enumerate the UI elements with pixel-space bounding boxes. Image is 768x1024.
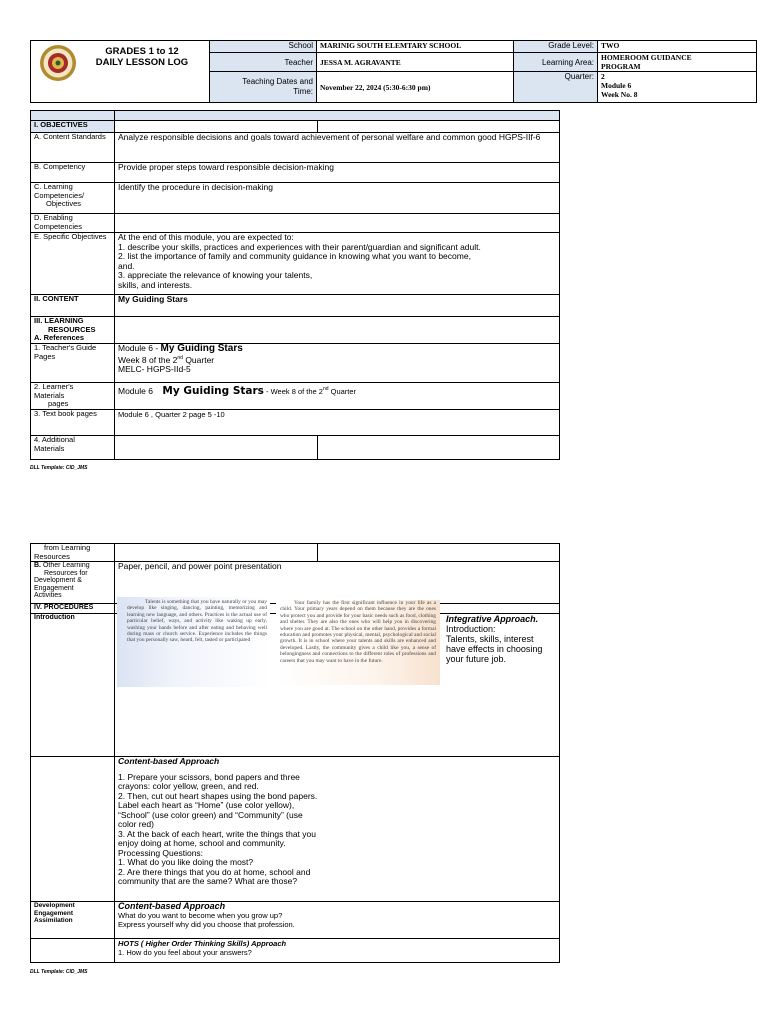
dates-label-1: Teaching Dates and (242, 77, 313, 86)
area-value (598, 53, 757, 72)
dev-label-1: Development (34, 902, 75, 909)
dev-label-3: Assimilation (34, 917, 73, 924)
lm-week-sup: nd (322, 386, 329, 392)
content-label: II. CONTENT (31, 295, 115, 317)
cba-line-10: 1. What do you like doing the most? (118, 857, 254, 867)
area-value-2: PROGRAM (601, 62, 641, 71)
lc-label-1: C. Learning Competencies/ (34, 182, 85, 200)
lm-label-2: Materials (34, 390, 65, 400)
area-label: Learning Area: (514, 53, 598, 72)
integrative-line-2: Talents, skills, interest (446, 634, 534, 644)
cba-line-11: 2. Are there things that you do at home, school and (118, 866, 311, 877)
specific-line-2: 1. describe your skills, practices and experiences with their parent/guardian and significant adult. (118, 241, 481, 252)
deped-seal-icon (39, 44, 77, 82)
am-label-1: 4. Additional (34, 435, 75, 444)
lr-label-1: III. LEARNING (34, 316, 84, 325)
tg-quarter: Quarter (182, 354, 215, 365)
lc-label (31, 183, 115, 214)
tg-module: Module 6 - (118, 343, 159, 353)
tg-melc: MELC- HGPS-IId-5 (118, 363, 191, 374)
tg-week: Week 8 of the 2 (118, 354, 178, 365)
other-label-5: Activities (34, 592, 62, 600)
dates-label (210, 72, 317, 103)
header-title-line2: DAILY LESSON LOG (95, 57, 189, 68)
quarter-label: Quarter: (514, 72, 598, 103)
grade-label: Grade Level: (514, 41, 598, 53)
procedures-heading: IV. PROCEDURES (31, 604, 115, 614)
cba-line-7: 3. At the back of each heart, write the things that you (118, 828, 316, 839)
from-lr-2: Resources (34, 551, 70, 561)
header-title-cell (31, 41, 210, 103)
learning-resources-label (31, 317, 115, 344)
dates-label-2: Time: (293, 87, 313, 96)
lm-value (115, 383, 560, 410)
other-label-3: Development & (34, 577, 82, 585)
objectives-heading: I. OBJECTIVES (31, 121, 115, 133)
lm-label-3: pages (48, 399, 69, 408)
competency-label: B. Competency (31, 163, 115, 183)
talents-image-text: Talents is something that you have naturally or you may develop like singing, dancing, painting, memorizing and learning new language, and others. Practices is the actual use of particular belief, ways, and activity like waking up early, washing your hands before and after eating and behaving well during mass or church service. Experience includes the things that you personally saw, heard, felt, tasted or participated (127, 599, 267, 644)
lc-value: Identify the procedure in decision-making (115, 183, 560, 214)
specific-line-6: skills, and interests. (118, 279, 193, 290)
lr-label-3: A. References (34, 333, 85, 342)
from-lr-1: from Learning (44, 543, 91, 552)
quarter-value-3: Week No. 8 (601, 90, 638, 99)
integrative-line-3: have effects in choosing (446, 644, 543, 654)
area-value-1: HOMEROOM GUIDANCE (601, 53, 692, 62)
tg-week-sup: nd (177, 354, 183, 361)
development-label (31, 902, 115, 939)
dev-title: Content-based Approach (118, 901, 226, 911)
other-resources-label (31, 562, 115, 604)
integrative-block (446, 614, 564, 664)
specific-line-4: and. (118, 260, 135, 271)
specific-line-1: At the end of this module, you are expected to: (118, 232, 294, 242)
am-label (31, 436, 115, 460)
specific-line-3: 2. list the importance of family and community guidance in knowing what you want to become, (118, 251, 471, 261)
cba-line-5: “School” (use color green) and “Community” (use (118, 809, 303, 820)
tb-label: 3. Text book pages (31, 410, 115, 436)
content-standards-value: Analyze responsible decisions and goals toward achievement of personal welfare and common good HGPS-IIf-6 (115, 133, 560, 163)
tb-value: Module 6 , Quarter 2 page 5 -10 (115, 410, 560, 436)
content-based-cell (115, 757, 560, 902)
specific-line-5: 3. appreciate the relevance of knowing your talents, (118, 270, 313, 280)
teacher-value: JESSA M. AGRAVANTE (317, 53, 514, 72)
other-resources-value: Paper, pencil, and power point presentation (115, 562, 560, 604)
cba-line-2: crayons: color yellow, green, and red. (118, 781, 259, 791)
cba-line-6: color red) (118, 819, 154, 829)
hots-cell (115, 939, 560, 963)
family-image-text: Your family has the first significant influence in your life as a child. Your primary years depend on them because they are the ones who protect you and provide for your basic needs such as food, clothing and shelter. They are also the ones who will help you in discovering where you are good at. The school on the other hand, provides a formal education and promotes your physical, mental, psychological and social growth. It is in school where your talents and skills are enhanced and developed. Lastly, the community gives a child like you, a sense of belongingness and connections to the different roles of professions and careers that you may want to have in the future. (280, 600, 436, 664)
other-label-1: Other Learning (41, 562, 90, 569)
lm-label (31, 383, 115, 410)
lm-label-1: 2. Learner's (34, 382, 74, 391)
tg-title: My Guiding Stars (160, 343, 243, 354)
cba-line-8: enjoy doing at home, school and community. (118, 838, 286, 848)
talents-text-image (117, 597, 270, 687)
school-value: MARINIG SOUTH ELEMTARY SCHOOL (317, 41, 514, 53)
dates-value: November 22, 2024 (5:30-6:30 pm) (317, 72, 514, 103)
grade-value: TWO (598, 41, 757, 53)
other-label-4: Engagement (34, 584, 74, 592)
am-label-2: Materials (34, 443, 65, 453)
quarter-value (598, 72, 757, 103)
integrative-line-1: Introduction: (446, 624, 496, 634)
introduction-label: Introduction (31, 614, 115, 757)
other-b: B. (34, 562, 41, 569)
lc-label-2: Objectives (46, 199, 82, 208)
cba-line-3: 2. Then, cut out heart shapes using the bond papers. (118, 790, 318, 801)
school-label: School (210, 41, 317, 53)
dev-line-1: What do you want to become when you grow up? (118, 911, 283, 920)
hots-title: HOTS ( Higher Order Thinking Skills) Approach (118, 939, 287, 948)
lm-module: Module 6 (118, 385, 153, 396)
cba-title: Content-based Approach (118, 756, 220, 766)
cba-line-12: community that are the same? What are those? (118, 876, 298, 886)
footer-page2: DLL Template: CID_JMS (30, 969, 88, 975)
hots-line-1: 1. How do you feel about your answers? (118, 948, 252, 957)
tg-label: 1. Teacher's Guide Pages (31, 344, 115, 383)
teacher-label: Teacher (210, 53, 317, 72)
cba-line-9: Processing Questions: (118, 847, 204, 858)
quarter-value-2: Module 6 (601, 81, 632, 90)
footer-page1: DLL Template: CID_JMS (30, 465, 88, 471)
lm-quarter: Quarter (328, 386, 357, 396)
integrative-line-4: your future job. (446, 654, 507, 664)
lm-week: - Week 8 of the 2 (263, 386, 323, 396)
dev-line-2: Express yourself why did you choose that profession. (118, 920, 295, 929)
quarter-value-1: 2 (601, 72, 605, 81)
content-standards-label: A. Content Standards (31, 133, 115, 163)
integrative-title: Integrative Approach. (446, 614, 539, 624)
lesson-table-page1 (30, 110, 560, 460)
specific-label: E. Specific Objectives (31, 233, 115, 295)
enabling-label: D. Enabling Competencies (31, 214, 115, 233)
development-cell (115, 902, 560, 939)
header-table (30, 40, 757, 103)
family-text-image (276, 600, 440, 685)
from-lr-label (31, 544, 115, 562)
dev-label-2: Engagement (34, 909, 74, 917)
header-title-line1: GRADES 1 to 12 (105, 46, 179, 57)
lm-title: My Guiding Stars (162, 384, 264, 397)
competency-value: Provide proper steps toward responsible decision-making (115, 163, 560, 183)
lr-label-2: RESOURCES (48, 324, 96, 334)
specific-value (115, 233, 560, 295)
cba-line-1: 1. Prepare your scissors, bond papers and three (118, 771, 300, 782)
other-label-2: Resources for (44, 569, 88, 577)
tg-value (115, 344, 560, 383)
content-value: My Guiding Stars (115, 295, 560, 317)
cba-line-4: Label each heart as “Home” (use color yellow), (118, 800, 295, 810)
